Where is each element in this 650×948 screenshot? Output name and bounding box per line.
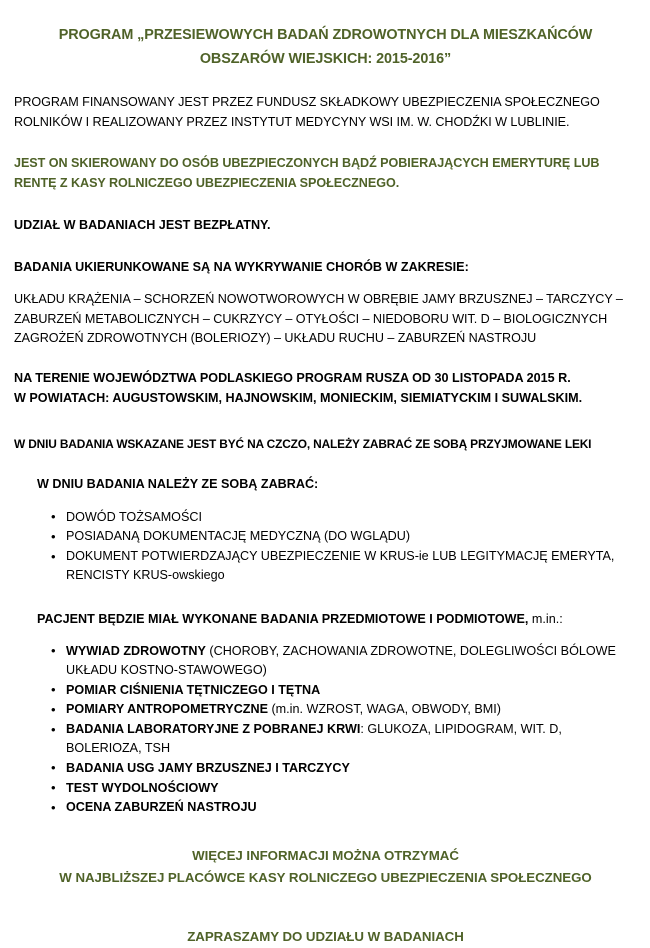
footer-invitation: ZAPRASZAMY DO UDZIAŁU W BADANIACH bbox=[187, 928, 464, 944]
exams-heading-bold: PACJENT BĘDZIE MIAŁ WYKONANE BADANIA PRZEDMIOTOWE I PODMIOTOWE, bbox=[37, 611, 529, 626]
region-launch-line-1: NA TERENIE WOJEWÓDZTWA PODLASKIEGO PROGRAM RUSZA OD 30 LISTOPADA 2015 R. bbox=[14, 370, 571, 385]
list-item bbox=[51, 508, 637, 527]
page-title-line-1: PROGRAM „PRZESIEWOWYCH BADAŃ ZDROWOTNYCH DLA MIESZKAŃCÓW bbox=[58, 27, 593, 43]
scope-body-line-1: UKŁADU KRĄŻENIA – SCHORZEŃ NOWOTWOROWYCH W OBRĘBIE JAMY BRZUSZNEJ – TARCZYCY – bbox=[14, 292, 623, 307]
exam-lead: TEST WYDOLNOŚCIOWY bbox=[66, 780, 219, 795]
exam-detail: (m.in. WZROST, WAGA, OBWODY, BMI) bbox=[267, 702, 501, 717]
region-launch-line-2: W POWIATACH: AUGUSTOWSKIM, HAJNOWSKIM, MONIECKIM, SIEMIATYCKIM I SUWALSKIM. bbox=[14, 390, 583, 405]
scope-body bbox=[14, 290, 637, 349]
exam-lead: POMIAR CIŚNIENIA TĘTNICZEGO I TĘTNA bbox=[66, 682, 321, 697]
fasting-note: W DNIU BADANIA WSKAZANE JEST BYĆ NA CZCZO, NALEŻY ZABRAĆ ZE SOBĄ PRZYJMOWANE LEKI bbox=[14, 437, 592, 452]
exam-detail: : GLUKOZA, LIPIDOGRAM, WIT. D, BOLERIOZA, TSH bbox=[66, 722, 562, 756]
list-item bbox=[51, 720, 637, 758]
exam-lead: WYWIAD ZDROWOTNY bbox=[66, 643, 206, 658]
exam-lead: BADANIA USG JAMY BRZUSZNEJ I TARCZYCY bbox=[66, 760, 350, 775]
exams-heading bbox=[37, 610, 637, 630]
exams-heading-normal: m.in.: bbox=[528, 611, 563, 626]
list-item bbox=[51, 700, 637, 719]
bring-item-label: DOWÓD TOŻSAMOŚCI bbox=[66, 509, 202, 524]
exam-lead: POMIARY ANTROPOMETRYCZNE bbox=[66, 702, 268, 717]
list-item bbox=[51, 642, 637, 680]
exam-detail: (CHOROBY, ZACHOWANIA ZDROWOTNE, DOLEGLIWOŚCI BÓLOWE UKŁADU KOSTNO-STAWOWEGO) bbox=[66, 643, 616, 677]
exams-list bbox=[14, 642, 637, 818]
scope-body-line-3: ZAGROŻEŃ ZDROWOTNYCH (BOLERIOZY) – UKŁADU RUCHU – ZABURZEŃ NASTROJU bbox=[14, 331, 537, 346]
list-item bbox=[51, 779, 637, 798]
footer-contact bbox=[14, 845, 637, 890]
eligibility-paragraph-line-2: RENTĘ Z KASY ROLNICZEGO UBEZPIECZENIA SPOŁECZNEGO. bbox=[14, 175, 400, 190]
funding-paragraph-line-1: PROGRAM FINANSOWANY JEST PRZEZ FUNDUSZ SKŁADKOWY UBEZPIECZENIA SPOŁECZNEGO bbox=[14, 95, 600, 109]
list-item bbox=[51, 681, 637, 700]
scope-body-line-2: ZABURZEŃ METABOLICZNYCH – CUKRZYCY – OTYŁOŚCI – NIEDOBORU WIT. D – BIOLOGICZNYCH bbox=[14, 311, 608, 326]
free-participation-statement: UDZIAŁ W BADANIACH JEST BEZPŁATNY. bbox=[14, 218, 271, 233]
list-item bbox=[51, 798, 637, 817]
bring-item-label: DOKUMENT POTWIERDZAJĄCY UBEZPIECZENIE W KRUS-ie LUB LEGITYMACJĘ EMERYTA, RENCISTY KRUS-owskiego bbox=[66, 549, 615, 583]
funding-paragraph-line-2: ROLNIKÓW I REALIZOWANY PRZEZ INSTYTUT MEDYCYNY WSI IM. W. CHODŹKI W LUBLINIE. bbox=[14, 114, 570, 129]
footer-contact-line-1: WIĘCEJ INFORMACJI MOŻNA OTRZYMAĆ bbox=[192, 847, 459, 863]
list-item bbox=[51, 547, 637, 585]
region-launch-info bbox=[14, 369, 637, 408]
scope-heading: BADANIA UKIERUNKOWANE SĄ NA WYKRYWANIE CHORÓB W ZAKRESIE: bbox=[14, 259, 469, 274]
list-item bbox=[51, 527, 637, 546]
bring-items-list bbox=[14, 508, 637, 586]
footer-contact-line-2: W NAJBLIŻSZEJ PLACÓWCE KASY ROLNICZEGO UBEZPIECZENIA SPOŁECZNEGO bbox=[59, 870, 592, 886]
eligibility-paragraph bbox=[14, 154, 637, 193]
exam-lead: OCENA ZABURZEŃ NASTROJU bbox=[66, 800, 257, 815]
page-title bbox=[14, 23, 637, 71]
bring-heading: W DNIU BADANIA NALEŻY ZE SOBĄ ZABRAĆ: bbox=[37, 477, 319, 492]
page-title-line-2: OBSZARÓW WIEJSKICH: 2015-2016” bbox=[199, 51, 452, 67]
bring-item-label: POSIADANĄ DOKUMENTACJĘ MEDYCZNĄ (DO WGLĄDU) bbox=[66, 529, 411, 544]
list-item bbox=[51, 759, 637, 778]
funding-paragraph bbox=[14, 93, 637, 132]
exam-lead: BADANIA LABORATORYJNE Z POBRANEJ KRWI bbox=[66, 722, 361, 737]
eligibility-paragraph-line-1: JEST ON SKIEROWANY DO OSÓB UBEZPIECZONYCH BĄDŹ POBIERAJĄCYCH EMERYTURĘ LUB bbox=[14, 156, 600, 171]
